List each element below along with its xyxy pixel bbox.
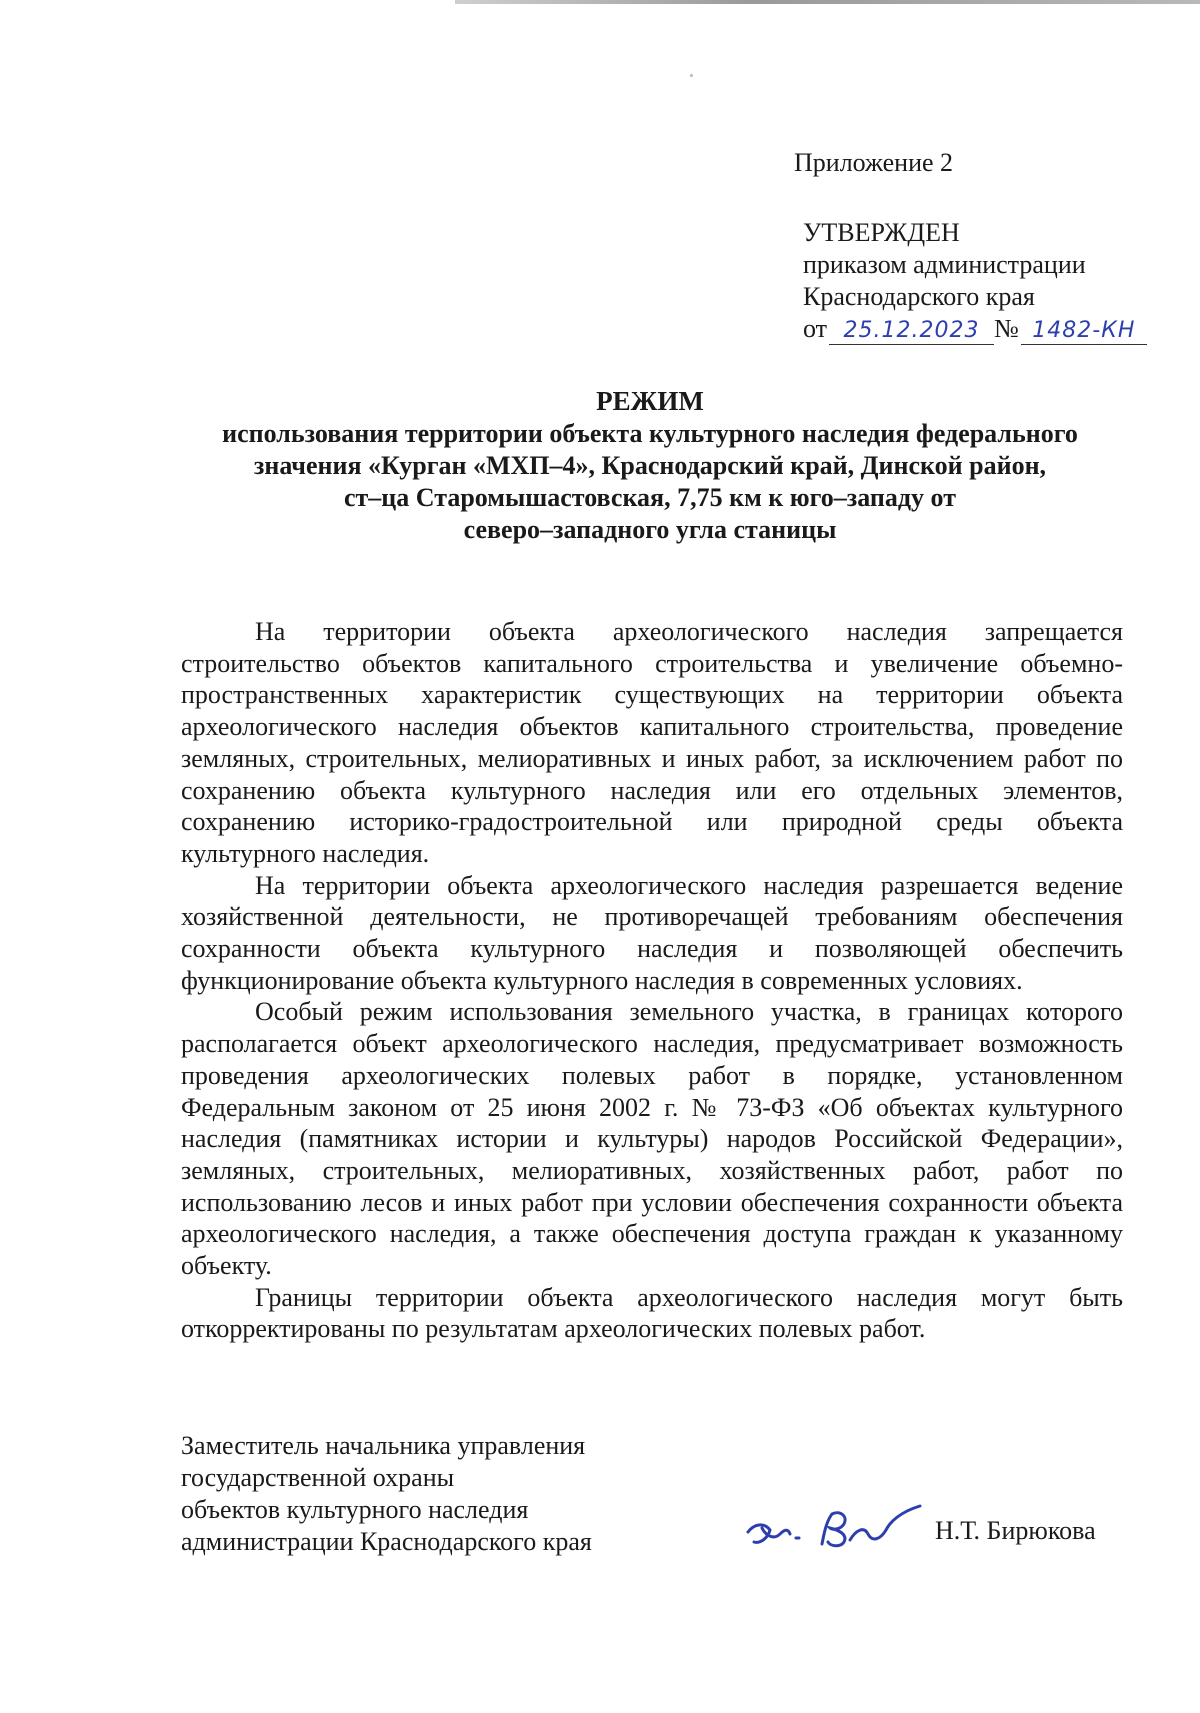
- handwritten-signature: [740, 1500, 930, 1560]
- approval-line-1: приказом администрации: [803, 250, 1086, 279]
- paragraph-permitted-activity: На территории объекта археологического наследия разрешается ведение хозяйственной деятельности, не противоречащей требованиям обеспечения сохранности объекта культурного наследия и позволяющей обеспечить функционирование объекта культурного наследия в современных условиях.: [181, 870, 1123, 995]
- signatory-position: [181, 1430, 592, 1558]
- position-line-3: объектов культурного наследия: [181, 1495, 529, 1524]
- title-line-2: значения «Курган «МХП–4», Краснодарский край, Динской район,: [253, 451, 1047, 480]
- document-title: [180, 385, 1120, 546]
- document-body: [181, 616, 1123, 1345]
- title-line-1: использования территории объекта культурного наследия федерального: [222, 419, 1078, 448]
- approval-order-line: [803, 313, 1147, 345]
- approval-line-2: Краснодарского края: [803, 282, 1035, 311]
- signer-name: Н.Т. Бирюкова: [935, 1516, 1096, 1545]
- approval-stamp: [803, 217, 1147, 345]
- paragraph-boundaries: Границы территории объекта археологического наследия могут быть откорректированы по результатам археологических полевых работ.: [181, 1282, 1123, 1344]
- title-line-3: ст–ца Старомышастовская, 7,75 км к юго–западу от: [344, 483, 956, 512]
- title-line-4: северо–западного угла станицы: [463, 515, 837, 544]
- scan-speck: [690, 74, 693, 77]
- title-main: РЕЖИМ: [596, 386, 704, 416]
- position-line-1: Заместитель начальника управления: [181, 1431, 586, 1460]
- handwritten-date: 25.12.2023: [829, 318, 994, 345]
- date-prefix: от: [803, 314, 828, 343]
- number-prefix: №: [994, 314, 1019, 343]
- appendix-label: Приложение 2: [794, 148, 954, 177]
- paragraph-special-regime: Особый режим использования земельного участка, в границах которого располагается объект археологического наследия, предусматривает возможность проведения археологических полевых работ в порядке, установленном Федеральным законом от 25 июня 2002 г. № 73-ФЗ «Об объектах культурного наследия (памятниках истории и культуры) народов Российской Федерации», земляных, строительных, мелиоративных, хозяйственных работ, работ по использованию лесов и иных работ при условии обеспечения сохранности объекта археологического наследия, а также обеспечения доступа граждан к указанному объекту.: [181, 997, 1123, 1281]
- position-line-4: администрации Краснодарского края: [181, 1527, 592, 1556]
- scan-edge-line: [455, 0, 1200, 4]
- handwritten-order-number: 1482-КН: [1021, 318, 1147, 345]
- position-line-2: государственной охраны: [181, 1463, 455, 1492]
- approval-heading: УТВЕРЖДЕН: [803, 218, 960, 247]
- paragraph-prohibitions: На территории объекта археологического наследия запрещается строительство объектов капитального строительства и увеличение объемно-пространственных характеристик существующих на территории объекта археологического наследия объектов капитального строительства, проведение земляных, строительных, мелиоративных и иных работ, за исключением работ по сохранению объекта культурного наследия или его отдельных элементов, сохранению историко-градостроительной или природной среды объекта культурного наследия.: [181, 617, 1123, 868]
